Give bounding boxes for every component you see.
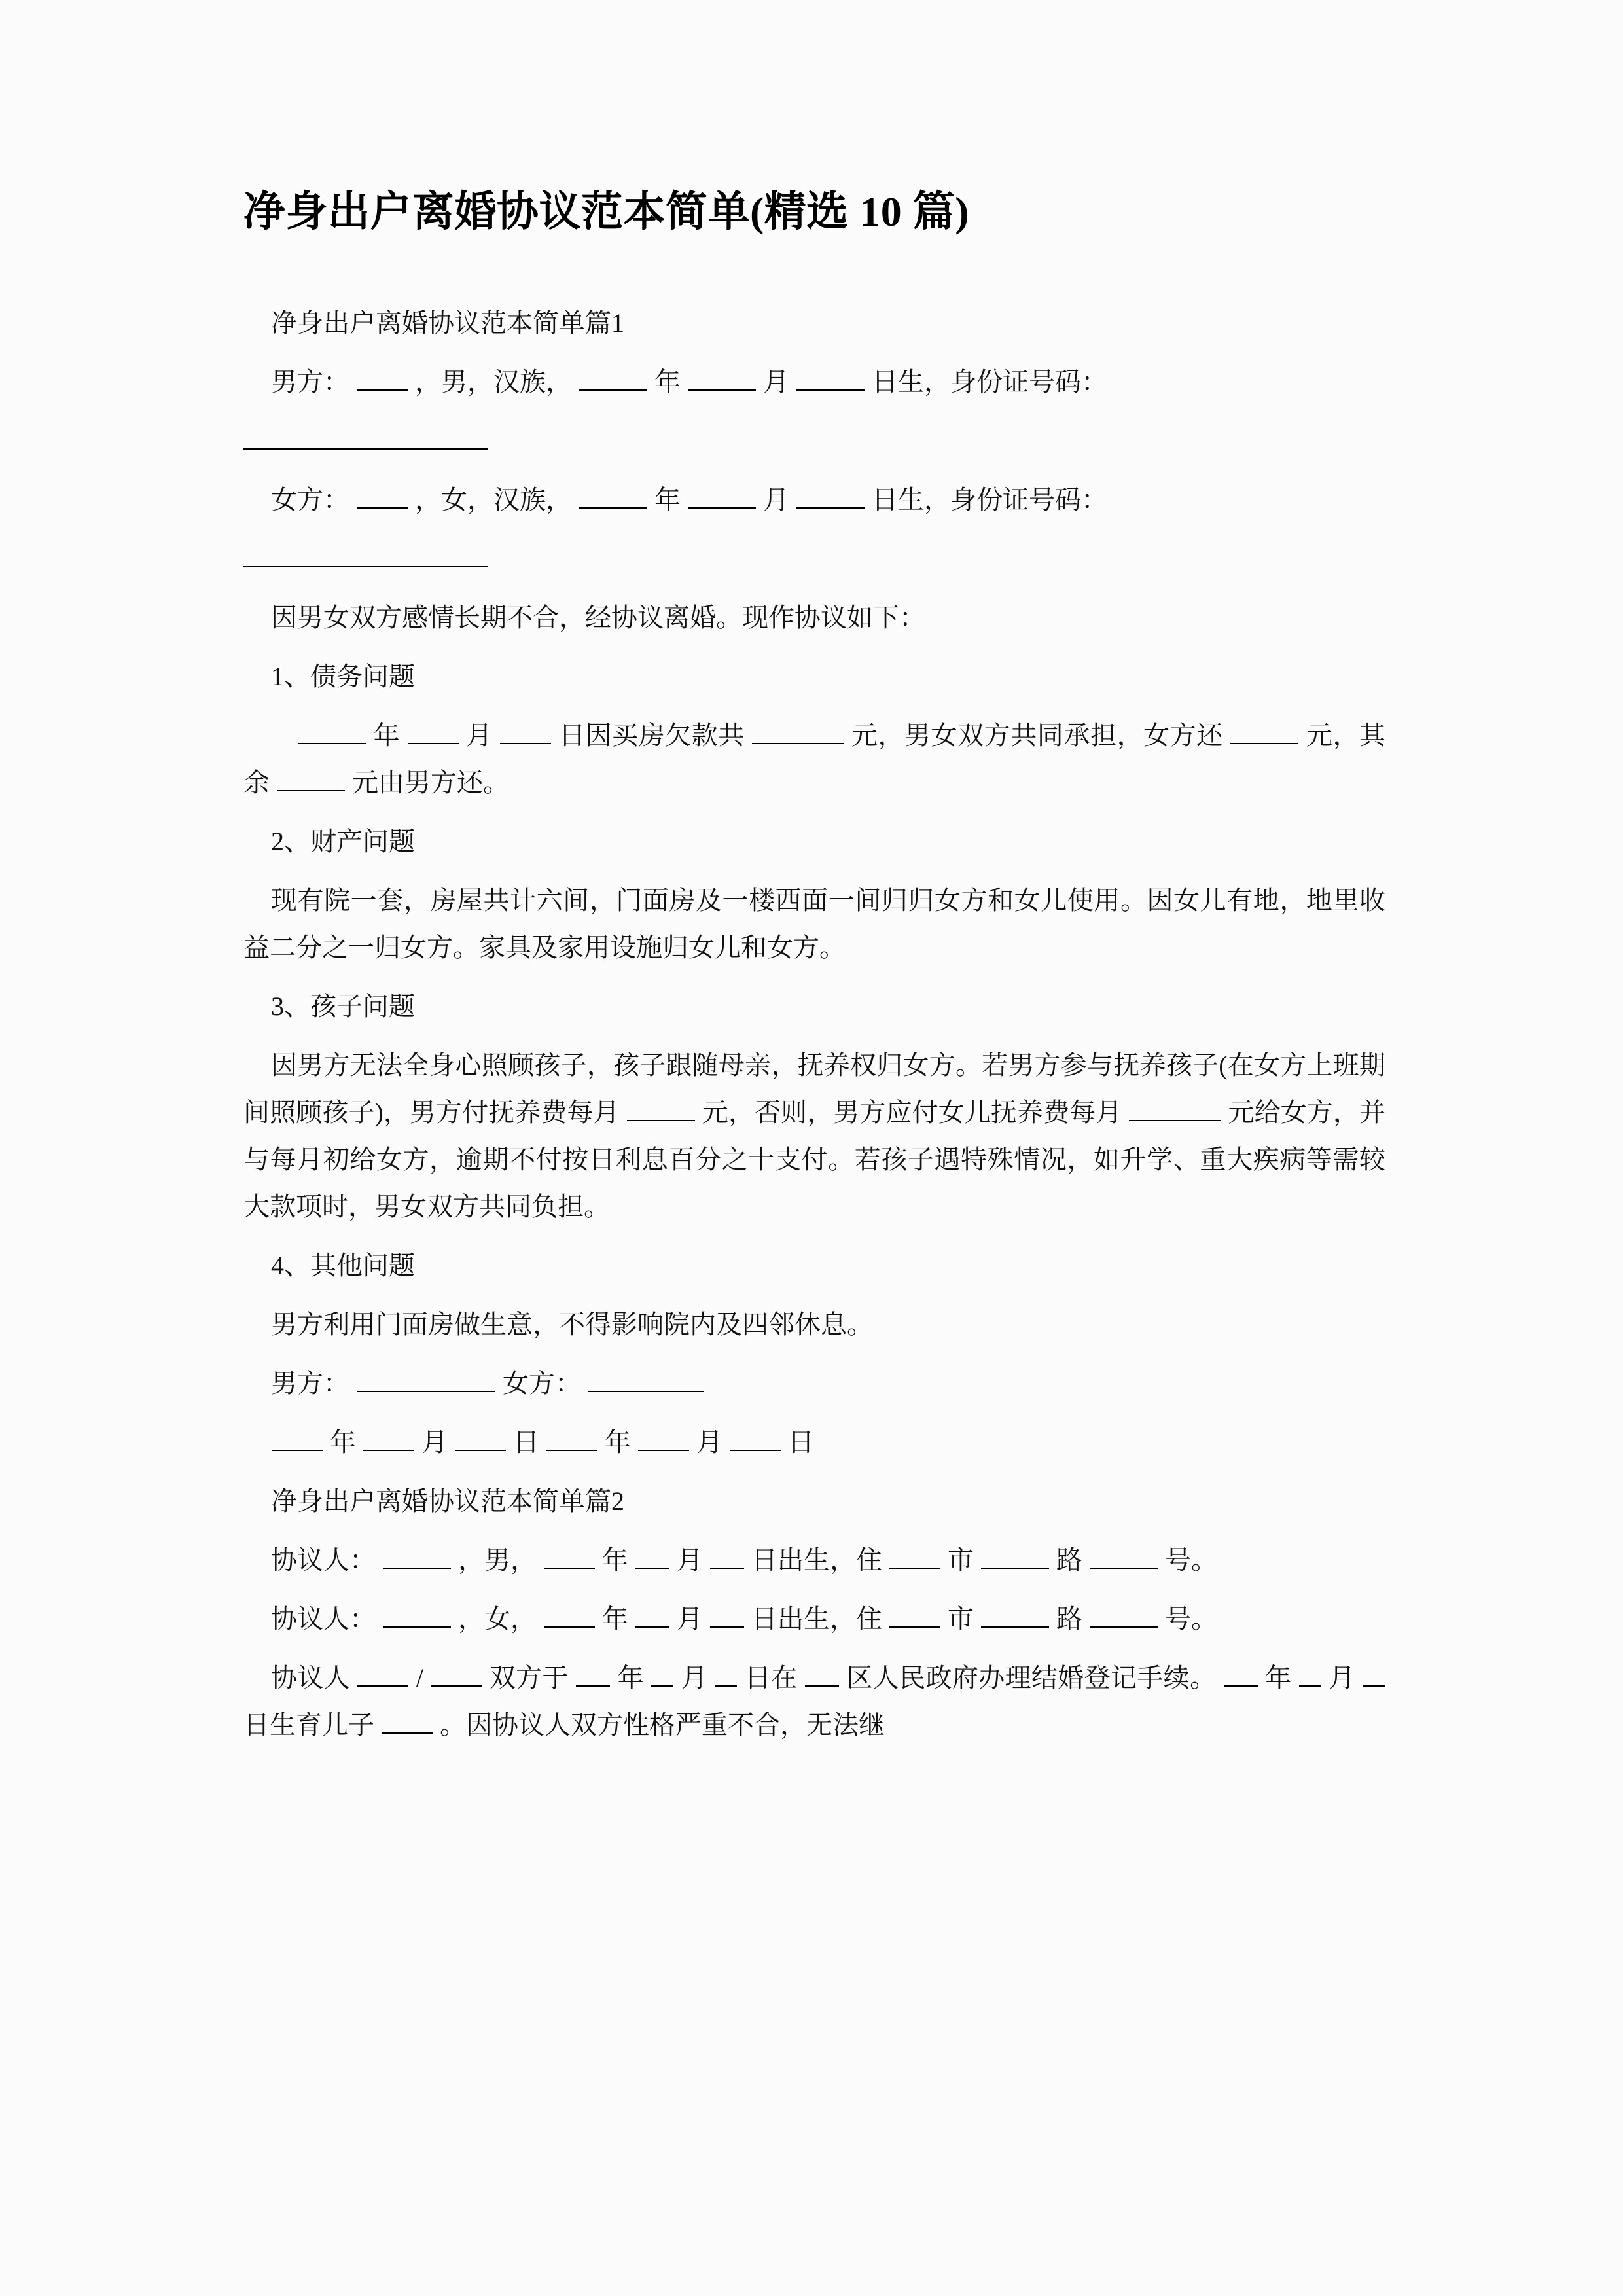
party-male-month-blank[interactable] bbox=[635, 1541, 669, 1569]
party-female-year-label: 年 bbox=[602, 1604, 628, 1634]
debt-year-label: 年 bbox=[373, 720, 401, 750]
male-birth-year-blank[interactable] bbox=[579, 363, 647, 391]
sig-date-month2-label: 月 bbox=[696, 1427, 722, 1457]
female-birth-day-blank[interactable] bbox=[796, 481, 865, 509]
party-male-number-label: 号。 bbox=[1165, 1545, 1217, 1575]
section-3-body bbox=[243, 1042, 1385, 1230]
child-support-terms-text: 元给女方，并与每月初给女方，逾期不付按日利息百分之十支付。若孩子遇特殊情况，如升学、重大疾病等需较大款项时，男女双方共同负担。 bbox=[243, 1097, 1386, 1221]
section-1-heading: 1、债务问题 bbox=[271, 661, 415, 691]
party-male-year-blank[interactable] bbox=[544, 1541, 595, 1569]
signature-female-blank[interactable] bbox=[588, 1365, 704, 1392]
debt-total-blank[interactable] bbox=[752, 717, 844, 744]
female-party-prefix: 女方： bbox=[271, 484, 349, 514]
debt-day-blank[interactable] bbox=[500, 717, 551, 744]
section-2-heading: 2、财产问题 bbox=[271, 826, 415, 856]
marriage-record-prefix: 协议人 bbox=[271, 1662, 351, 1693]
debt-remainder-text: 元，其余 bbox=[243, 720, 1386, 797]
party-male-road-label: 路 bbox=[1056, 1545, 1082, 1575]
debt-tail-text: 元由男方还。 bbox=[352, 767, 509, 797]
party-female-road-blank[interactable] bbox=[981, 1600, 1049, 1628]
party-female-number-blank[interactable] bbox=[1090, 1600, 1158, 1628]
birth-month-blank[interactable] bbox=[1299, 1659, 1321, 1687]
sig-date-year2-blank[interactable] bbox=[546, 1424, 597, 1451]
party-male-city-label: 市 bbox=[948, 1545, 974, 1575]
signature-male-label: 男方： bbox=[271, 1368, 349, 1398]
party-male-day-blank[interactable] bbox=[710, 1541, 744, 1569]
marriage-year-blank[interactable] bbox=[576, 1659, 610, 1687]
chapter-2-label: 净身出户离婚协议范本简单篇2 bbox=[271, 1486, 624, 1516]
sig-date-month1-blank[interactable] bbox=[363, 1424, 414, 1451]
male-name-blank[interactable] bbox=[357, 363, 408, 391]
signature-male-blank[interactable] bbox=[357, 1365, 495, 1392]
sig-date-month1-label: 月 bbox=[421, 1427, 448, 1457]
signature-line bbox=[243, 1360, 1385, 1407]
marriage-record-tail: 。因协议人双方性格严重不合，无法继 bbox=[440, 1710, 885, 1740]
child-support-monthly-blank-1[interactable] bbox=[627, 1094, 695, 1121]
debt-male-amount-blank[interactable] bbox=[277, 764, 345, 791]
female-id-blank-row bbox=[243, 535, 1385, 583]
marriage-month-blank[interactable] bbox=[651, 1659, 673, 1687]
party-female-city-label: 市 bbox=[948, 1604, 974, 1634]
debt-month-label: 月 bbox=[466, 720, 493, 750]
female-month-label: 月 bbox=[763, 484, 789, 514]
debt-month-blank[interactable] bbox=[408, 717, 459, 744]
marriage-district-blank[interactable] bbox=[805, 1659, 839, 1687]
female-birth-year-blank[interactable] bbox=[579, 481, 647, 509]
male-party-prefix: 男方： bbox=[271, 367, 349, 397]
party-female-month-blank[interactable] bbox=[635, 1600, 669, 1628]
party-female-month-label: 月 bbox=[677, 1604, 703, 1634]
female-day-id-label: 日生，身份证号码： bbox=[872, 484, 1107, 514]
party-female-prefix: 协议人： bbox=[271, 1604, 376, 1634]
sig-date-day1-blank[interactable] bbox=[455, 1424, 506, 1451]
party-female-birth-label: 日出生，住 bbox=[751, 1604, 882, 1634]
male-id-number-blank[interactable] bbox=[243, 429, 488, 450]
sig-date-day2-label: 日 bbox=[788, 1427, 814, 1457]
party-male-city-blank[interactable] bbox=[889, 1541, 940, 1569]
birth-year-label: 年 bbox=[1265, 1662, 1292, 1693]
agreement-intro: 因男女双方感情长期不合，经协议离婚。现作协议如下： bbox=[271, 602, 925, 632]
party-male-year-label: 年 bbox=[602, 1545, 628, 1575]
section-3-heading: 3、孩子问题 bbox=[271, 991, 415, 1021]
debt-day-label: 日因买房欠款共 bbox=[558, 720, 745, 750]
debt-year-blank[interactable] bbox=[298, 717, 366, 744]
party-female-day-blank[interactable] bbox=[710, 1600, 744, 1628]
party-female-name-blank[interactable] bbox=[383, 1600, 451, 1628]
marriage-party-a-blank[interactable] bbox=[357, 1659, 408, 1687]
female-year-label: 年 bbox=[654, 484, 681, 514]
sig-date-month2-blank[interactable] bbox=[638, 1424, 689, 1451]
section-1-body bbox=[243, 712, 1385, 806]
birth-month-label: 月 bbox=[1329, 1662, 1355, 1693]
female-party-ethnicity: ，女，汉族， bbox=[415, 484, 572, 514]
sig-date-day1-label: 日 bbox=[513, 1427, 539, 1457]
child-support-monthly-blank-2[interactable] bbox=[1129, 1094, 1221, 1121]
child-support-alt-text: 元，否则，男方应付女儿抚养费每月 bbox=[702, 1097, 1122, 1127]
section-4-heading: 4、其他问题 bbox=[271, 1250, 415, 1280]
party-female-road-label: 路 bbox=[1056, 1604, 1082, 1634]
party-male-prefix: 协议人： bbox=[271, 1545, 376, 1575]
party-male-month-label: 月 bbox=[677, 1545, 703, 1575]
party-male-gender: ，男， bbox=[458, 1545, 537, 1575]
party-male-line bbox=[243, 1537, 1385, 1584]
child-custody-text: 因男方无法全身心照顾孩子，孩子跟随母亲，抚养权归女方。若男方参与抚养孩子(在女方上班期间照顾孩子)，男方付抚养费每月 bbox=[243, 1050, 1385, 1127]
marriage-party-b-blank[interactable] bbox=[431, 1659, 482, 1687]
page-title: 净身出户离婚协议范本简单(精选 10 篇) bbox=[243, 188, 970, 235]
section-2-body: 现有院一套，房屋共计六间，门面房及一楼西面一间归归女方和女儿使用。因女儿有地，地里收益二分之一归女方。家具及家用设施归女儿和女方。 bbox=[243, 885, 1385, 962]
marriage-record-both: 双方于 bbox=[489, 1662, 569, 1693]
birth-day-blank[interactable] bbox=[1363, 1659, 1385, 1687]
party-female-gender: ，女， bbox=[458, 1604, 537, 1634]
party-male-number-blank[interactable] bbox=[1090, 1541, 1158, 1569]
marriage-month-label: 月 bbox=[681, 1662, 708, 1693]
male-party-ethnicity: ，男，汉族， bbox=[415, 367, 572, 397]
sig-date-year1-label: 年 bbox=[330, 1427, 356, 1457]
party-female-number-label: 号。 bbox=[1165, 1604, 1217, 1634]
son-name-blank[interactable] bbox=[382, 1706, 433, 1734]
marriage-record-line bbox=[243, 1655, 1385, 1749]
male-month-label: 月 bbox=[763, 367, 789, 397]
male-year-label: 年 bbox=[654, 367, 681, 397]
male-birth-day-blank[interactable] bbox=[796, 363, 865, 391]
marriage-record-slash: / bbox=[416, 1662, 423, 1693]
sig-date-day2-blank[interactable] bbox=[730, 1424, 781, 1451]
party-male-name-blank[interactable] bbox=[383, 1541, 451, 1569]
party-female-year-blank[interactable] bbox=[544, 1600, 595, 1628]
male-party-line bbox=[243, 359, 1385, 406]
party-male-birth-label: 日出生，住 bbox=[751, 1545, 882, 1575]
party-female-line bbox=[243, 1596, 1385, 1643]
party-female-city-blank[interactable] bbox=[889, 1600, 940, 1628]
female-id-number-blank[interactable] bbox=[243, 547, 488, 567]
female-birth-month-blank[interactable] bbox=[688, 481, 756, 509]
marriage-year-label: 年 bbox=[617, 1662, 644, 1693]
party-male-road-blank[interactable] bbox=[981, 1541, 1049, 1569]
birth-year-blank[interactable] bbox=[1224, 1659, 1258, 1687]
male-id-blank-row bbox=[243, 418, 1385, 465]
marriage-district-label: 区人民政府办理结婚登记手续。 bbox=[846, 1662, 1217, 1693]
female-name-blank[interactable] bbox=[357, 481, 408, 509]
document-content bbox=[243, 187, 1385, 1761]
sig-date-year2-label: 年 bbox=[605, 1427, 631, 1457]
debt-share-text: 元，男女双方共同承担，女方还 bbox=[851, 720, 1223, 750]
female-party-line bbox=[243, 476, 1385, 524]
document-body bbox=[243, 300, 1385, 1749]
debt-female-amount-blank[interactable] bbox=[1230, 717, 1298, 744]
signature-female-label: 女方： bbox=[503, 1368, 581, 1398]
male-birth-month-blank[interactable] bbox=[688, 363, 756, 391]
marriage-day-blank[interactable] bbox=[715, 1659, 737, 1687]
birth-son-label: 日生育儿子 bbox=[243, 1710, 374, 1740]
marriage-day-label: 日在 bbox=[744, 1662, 798, 1693]
signature-date-line bbox=[243, 1419, 1385, 1466]
chapter-1-label: 净身出户离婚协议范本简单篇1 bbox=[271, 308, 624, 338]
sig-date-year1-blank[interactable] bbox=[272, 1424, 323, 1451]
section-4-body: 男方利用门面房做生意，不得影响院内及四邻休息。 bbox=[271, 1309, 873, 1339]
male-day-id-label: 日生，身份证号码： bbox=[872, 367, 1107, 397]
